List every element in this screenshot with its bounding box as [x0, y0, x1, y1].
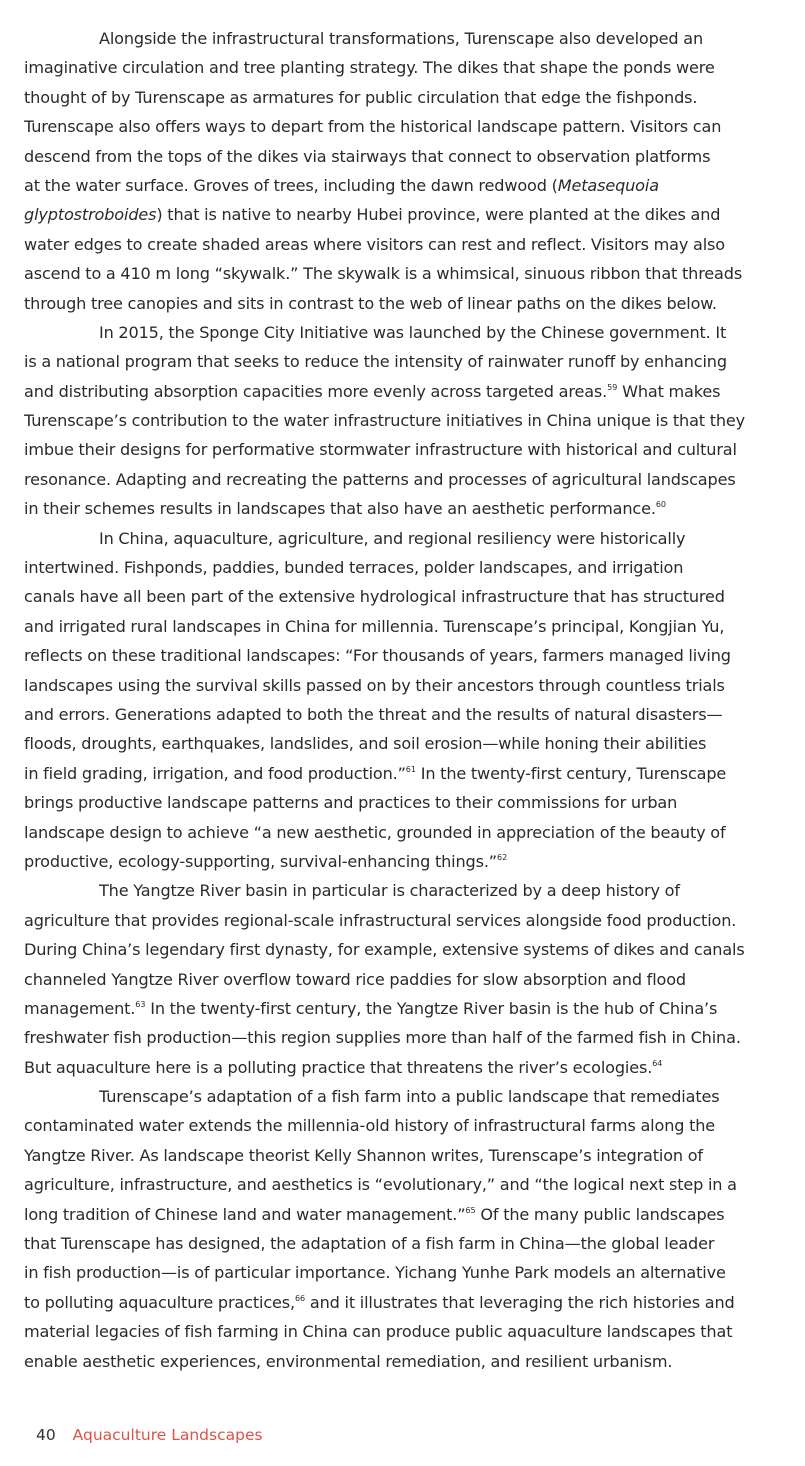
text-run: at the water surface. Groves of trees, including the dawn redwood ( — [24, 175, 558, 195]
text-line: water edges to create shaded areas where visitors can rest and reflect. Visitors may also — [24, 234, 725, 254]
paragraph-3 — [24, 524, 784, 877]
text-line: In 2015, the Sponge City Initiative was launched by the Chinese government. It — [99, 322, 727, 342]
text-line: brings productive landscape patterns and practices to their commissions for urban — [24, 793, 678, 813]
footnote-marker: 64 — [652, 1058, 663, 1068]
text-line: and errors. Generations adapted to both the threat and the results of natural disasters— — [24, 704, 723, 724]
text-line: enable aesthetic experiences, environmental remediation, and resilient urbanism. — [24, 1351, 673, 1371]
text-run: and distributing absorption capacities more evenly across targeted areas. — [24, 381, 608, 401]
text-line: Yangtze River. As landscape theorist Kelly Shannon writes, Turenscape’s integration of — [24, 1145, 703, 1165]
footnote-marker: 65 — [465, 1205, 476, 1215]
text-line: resonance. Adapting and recreating the patterns and processes of agricultural landscapes — [24, 469, 736, 489]
text-line — [24, 171, 784, 200]
text-run: and it illustrates that leveraging the rich histories and — [305, 1292, 735, 1312]
text-run: to polluting aquaculture practices, — [24, 1292, 295, 1312]
text-run: in field grading, irrigation, and food production.” — [24, 763, 406, 783]
footnote-marker: 59 — [607, 382, 618, 392]
italic-species-name: glyptostroboides — [24, 205, 157, 225]
text-line: intertwined. Fishponds, paddies, bunded terraces, polder landscapes, and irrigation — [24, 558, 684, 578]
text-run: management. — [24, 998, 136, 1018]
text-line: agriculture that provides regional-scale infrastructural services alongside food production. — [24, 910, 737, 930]
text-line: canals have all been part of the extensive hydrological infrastructure that has structured — [24, 587, 725, 607]
text-run: productive, ecology-supporting, survival-enhancing things.” — [24, 851, 497, 871]
text-line: contaminated water extends the millennia-old history of infrastructural farms along the — [24, 1116, 716, 1136]
text-line — [24, 1053, 784, 1082]
text-line: ascend to a 410 m long “skywalk.” The skywalk is a whimsical, sinuous ribbon that threads — [24, 264, 743, 284]
paragraph-1 — [24, 24, 784, 318]
text-run: But aquaculture here is a polluting practice that threatens the river’s ecologies. — [24, 1057, 653, 1077]
text-line — [24, 377, 784, 406]
text-line — [24, 759, 784, 788]
text-run: In the twenty-first century, Turenscape — [415, 763, 727, 783]
text-line — [24, 847, 784, 876]
footnote-marker: 61 — [405, 764, 416, 774]
text-line: through tree canopies and sits in contrast to the web of linear paths on the dikes below. — [24, 293, 717, 313]
text-line — [24, 494, 784, 523]
text-line: descend from the tops of the dikes via stairways that connect to observation platforms — [24, 146, 711, 166]
text-line: Turenscape also offers ways to depart from the historical landscape pattern. Visitors can — [24, 117, 722, 137]
text-line: and irrigated rural landscapes in China for millennia. Turenscape’s principal, Kongjian Yu, — [24, 616, 725, 636]
text-line: freshwater fish production—this region supplies more than half of the farmed fish in China. — [24, 1028, 741, 1048]
text-line: channeled Yangtze River overflow toward rice paddies for slow absorption and flood — [24, 969, 686, 989]
text-run: long tradition of Chinese land and water management.” — [24, 1204, 466, 1224]
text-run: Of the many public landscapes — [475, 1204, 725, 1224]
text-line: landscapes using the survival skills passed on by their ancestors through countless trials — [24, 675, 725, 695]
footnote-marker: 63 — [135, 999, 146, 1009]
text-line: in fish production—is of particular importance. Yichang Yunhe Park models an alternative — [24, 1263, 726, 1283]
text-line: thought of by Turenscape as armatures for public circulation that edge the fishponds. — [24, 87, 698, 107]
text-line: that Turenscape has designed, the adaptation of a fish farm in China—the global leader — [24, 1234, 715, 1254]
text-line: Alongside the infrastructural transformations, Turenscape also developed an — [99, 29, 703, 48]
footnote-marker: 60 — [655, 500, 666, 510]
text-line: material legacies of fish farming in China can produce public aquaculture landscapes that — [24, 1322, 733, 1342]
running-title: Aquaculture Landscapes — [72, 1426, 263, 1444]
text-run: In the twenty-first century, the Yangtze River basin is the hub of China’s — [145, 998, 718, 1018]
italic-species-name: Metasequoia — [557, 175, 659, 195]
paragraph-5 — [24, 1082, 784, 1376]
paragraph-4 — [24, 876, 784, 1082]
footnote-marker: 62 — [496, 852, 508, 862]
text-line — [24, 200, 784, 229]
text-line: Turenscape’s contribution to the water infrastructure initiatives in China unique is that they — [24, 411, 746, 431]
text-line: is a national program that seeks to reduce the intensity of rainwater runoff by enhancing — [24, 352, 727, 372]
footnote-marker: 66 — [294, 1293, 306, 1303]
text-line: floods, droughts, earthquakes, landslides, and soil erosion—while honing their abilities — [24, 734, 707, 754]
text-line: During China’s legendary first dynasty, for example, extensive systems of dikes and canals — [24, 940, 745, 960]
text-line — [24, 994, 784, 1023]
text-line: landscape design to achieve “a new aesthetic, grounded in appreciation of the beauty of — [24, 822, 726, 842]
paragraph-2 — [24, 318, 784, 524]
page-number: 40 — [36, 1426, 56, 1444]
body-text — [24, 24, 784, 1376]
page-footer — [36, 1426, 263, 1444]
text-line — [24, 1200, 784, 1229]
text-run: in their schemes results in landscapes that also have an aesthetic performance. — [24, 499, 656, 519]
text-line: Turenscape’s adaptation of a fish farm into a public landscape that remediates — [99, 1087, 720, 1107]
text-line: reflects on these traditional landscapes: “For thousands of years, farmers managed living — [24, 646, 731, 666]
text-line: In China, aquaculture, agriculture, and regional resiliency were historically — [99, 528, 686, 548]
text-line — [24, 1288, 784, 1317]
text-line: imbue their designs for performative stormwater infrastructure with historical and cultural — [24, 440, 737, 460]
text-line: agriculture, infrastructure, and aesthetics is “evolutionary,” and “the logical next step in a — [24, 1175, 737, 1195]
text-run: ) that is native to nearby Hubei province, were planted at the dikes and — [156, 205, 721, 225]
text-run: What makes — [617, 381, 721, 401]
text-line: The Yangtze River basin in particular is characterized by a deep history of — [99, 881, 680, 901]
text-line: imaginative circulation and tree planting strategy. The dikes that shape the ponds were — [24, 58, 715, 78]
